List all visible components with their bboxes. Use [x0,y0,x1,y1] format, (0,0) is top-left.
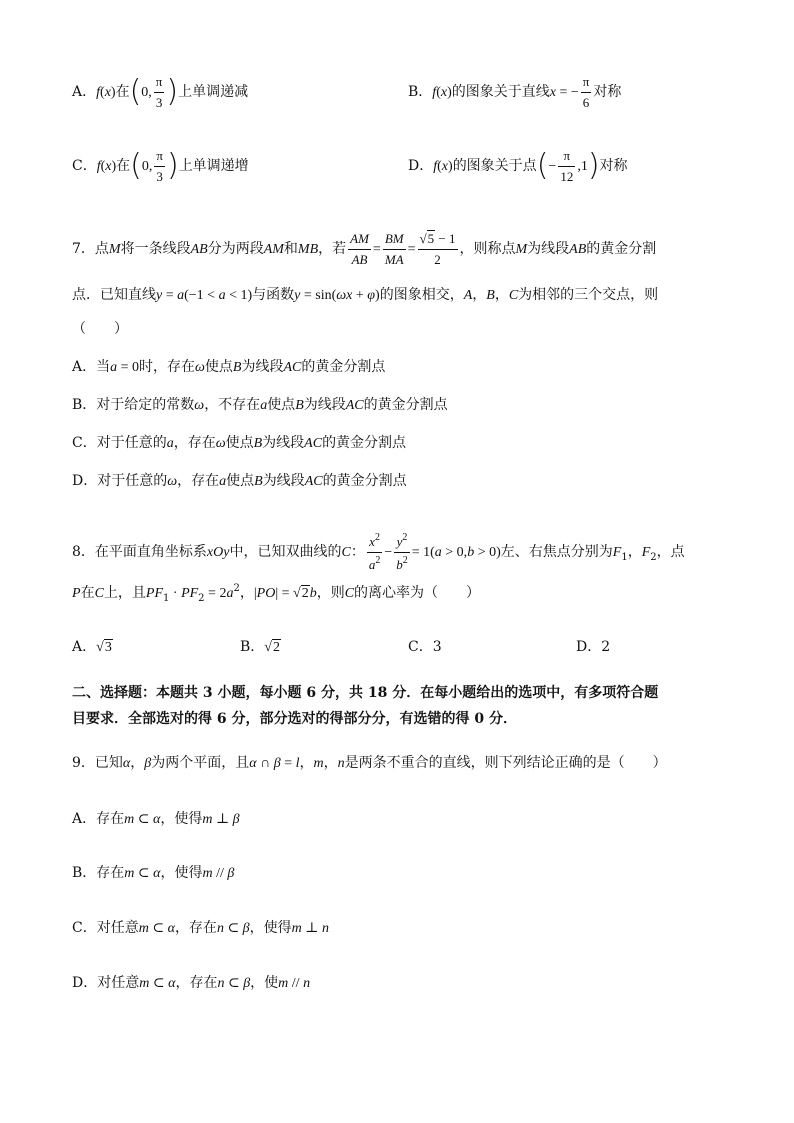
q8-stem-line1: 8．在平面直角坐标系xOy中，已知双曲线的C： $\frac{x^2}{a^2}$ − $\frac{y^2}{b^2}$ = 1(a > 0,b > 0)左、右焦点分别为$F_1$，$F_2$，点 [72,532,685,572]
q8-option-d: D．2 [576,639,611,655]
q7-answer-blank: （ ） [72,321,128,337]
section2-heading-line2: 目要求．全部选对的得 6 分，部分选对的得部分分，有选错的得 0 分． [72,711,517,727]
q9-option-c: C．对任意m ⊂ α，存在n ⊂ β，使得m ⊥ n [72,920,329,936]
q6-option-b: B．f(x)的图象关于直线x = − $\frac{\pi}{6}$ 对称 [408,74,622,110]
q6-option-c: C．f(x)在(0, $\frac{\pi}{3}$ )上单调递增 [72,148,249,184]
q8-option-b: B．√2 [240,639,280,655]
q9-option-a: A．存在m ⊂ α，使得m ⊥ β [72,811,240,827]
q7-option-b: B．对于给定的常数ω，不存在a使点B为线段AC的黄金分割点 [72,397,448,413]
q7-option-c: C．对于任意的a，存在ω使点B为线段AC的黄金分割点 [72,435,407,451]
q8-option-a: A．√3 [72,639,112,655]
q9-stem: 9．已知α，β为两个平面，且α ∩ β = l，m，n是两条不重合的直线，则下列结论正确的是（ ） [72,755,667,771]
q6-option-d: D．f(x)的图象关于点(− $\frac{\pi}{12}$ ,1)对称 [408,148,628,184]
q9-option-b: B．存在m ⊂ α，使得m // β [72,865,235,881]
q7-stem-line1: 7．点M将一条线段AB分为两段AM和MB，若 $\frac{AM}{AB}$ = $\frac{BM}{MA}$ = $\frac{√5 - 1}{2}$ ，则称点M为线段AB的黄金分割 [72,231,657,267]
q9-option-d: D．对任意m ⊂ α，存在n ⊂ β，使m // n [72,975,311,991]
q8-stem-line2: P在C上，且$PF_1 \cdot PF_2 = 2a^2$，|PO| = √2b，则C的离心率为（ ） [72,583,481,604]
q7-option-d: D．对于任意的ω，存在a使点B为线段AC的黄金分割点 [72,473,407,489]
q7-stem-line2: 点．已知直线y = a(−1 < a < 1)与函数y = sin(ωx + φ)的图象相交，A，B，C为相邻的三个交点，则 [72,287,659,303]
section2-heading-line1: 二、选择题：本题共 3 小题，每小题 6 分，共 18 分．在每小题给出的选项中，有多项符合题 [72,685,659,701]
q6-option-a: A．f(x)在(0, $\frac{\pi}{3}$ )上单调递减 [72,74,249,110]
q8-option-c: C．3 [408,639,442,655]
q7-option-a: A．当a = 0时，存在ω使点B为线段AC的黄金分割点 [72,359,386,375]
